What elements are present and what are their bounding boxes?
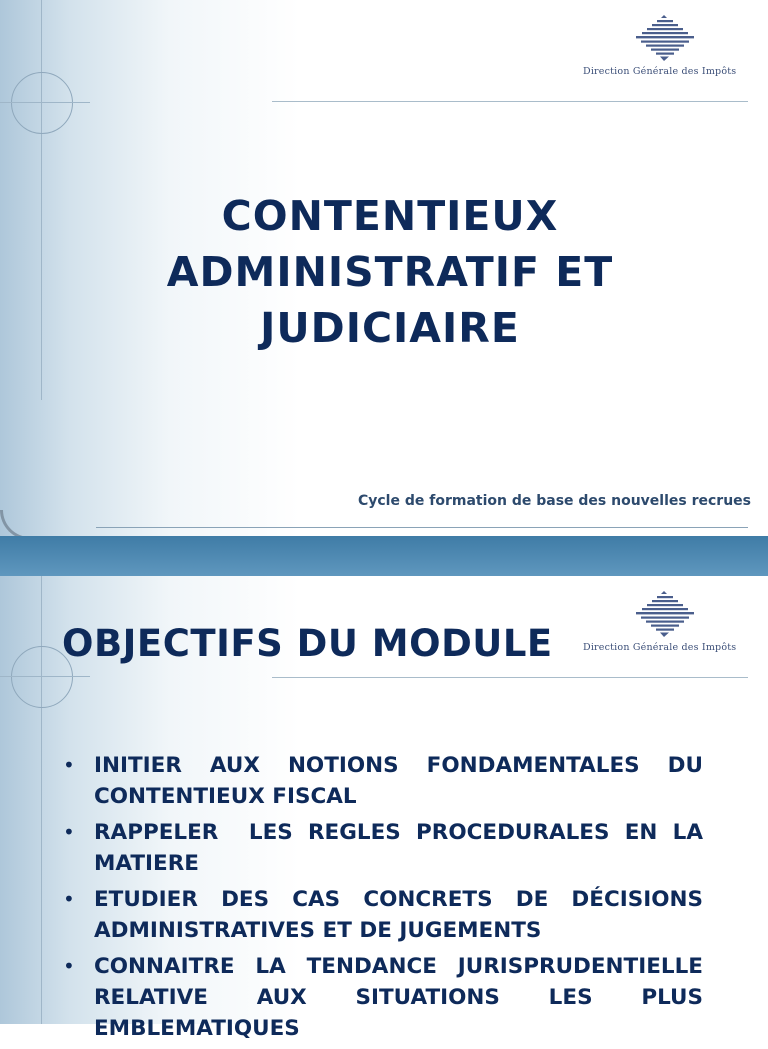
diamond-logo-icon	[633, 590, 695, 640]
dgi-logo-text: Direction Générale des Impôts	[583, 66, 737, 77]
objectives-slide	[0, 576, 768, 1041]
dgi-logo-text: Direction Générale des Impôts	[583, 642, 737, 653]
header-rule	[272, 101, 748, 102]
decorative-vertical-line	[41, 0, 42, 400]
header-rule	[272, 677, 748, 678]
decorative-horizontal-line	[0, 676, 90, 677]
bottom-band	[0, 536, 768, 576]
diamond-logo-icon	[633, 14, 695, 64]
main-title-line: CONTENTIEUX	[221, 192, 559, 240]
main-title	[60, 188, 720, 356]
decorative-circle	[11, 72, 73, 134]
main-title-line: ADMINISTRATIF ET	[166, 248, 614, 296]
bullet-text: RAPPELER LES REGLES PROCEDURALES EN LA MATIERE	[94, 820, 711, 876]
list-item	[63, 884, 703, 946]
section-title: OBJECTIFS DU MODULE	[62, 622, 553, 665]
bullet-icon: •	[63, 954, 75, 978]
bullet-icon: •	[63, 887, 75, 911]
subtitle-rule	[96, 527, 748, 528]
objectives-list	[63, 750, 711, 1049]
decorative-vertical-line	[41, 576, 42, 1024]
bullet-text: INITIER AUX NOTIONS FONDAMENTALES DU CONTENTIEUX FISCAL	[94, 753, 703, 809]
bullet-icon: •	[63, 820, 75, 844]
dgi-logo	[583, 590, 748, 653]
bullet-text: CONNAITRE LA TENDANCE JURISPRUDENTIELLE RELATIVE AUX SITUATIONS LES PLUS EMBLEMATIQUES	[94, 954, 703, 1041]
list-item	[63, 817, 711, 879]
list-item	[63, 951, 703, 1044]
decorative-horizontal-line	[0, 102, 90, 103]
list-item	[63, 750, 703, 812]
dgi-logo	[583, 14, 748, 77]
bullet-text: ETUDIER DES CAS CONCRETS DE DÉCISIONS ADMINISTRATIVES ET DE JUGEMENTS	[94, 887, 703, 943]
subtitle: Cycle de formation de base des nouvelles recrues	[357, 493, 751, 509]
main-title-line: JUDICIAIRE	[260, 304, 520, 352]
bullet-icon: •	[63, 753, 75, 777]
